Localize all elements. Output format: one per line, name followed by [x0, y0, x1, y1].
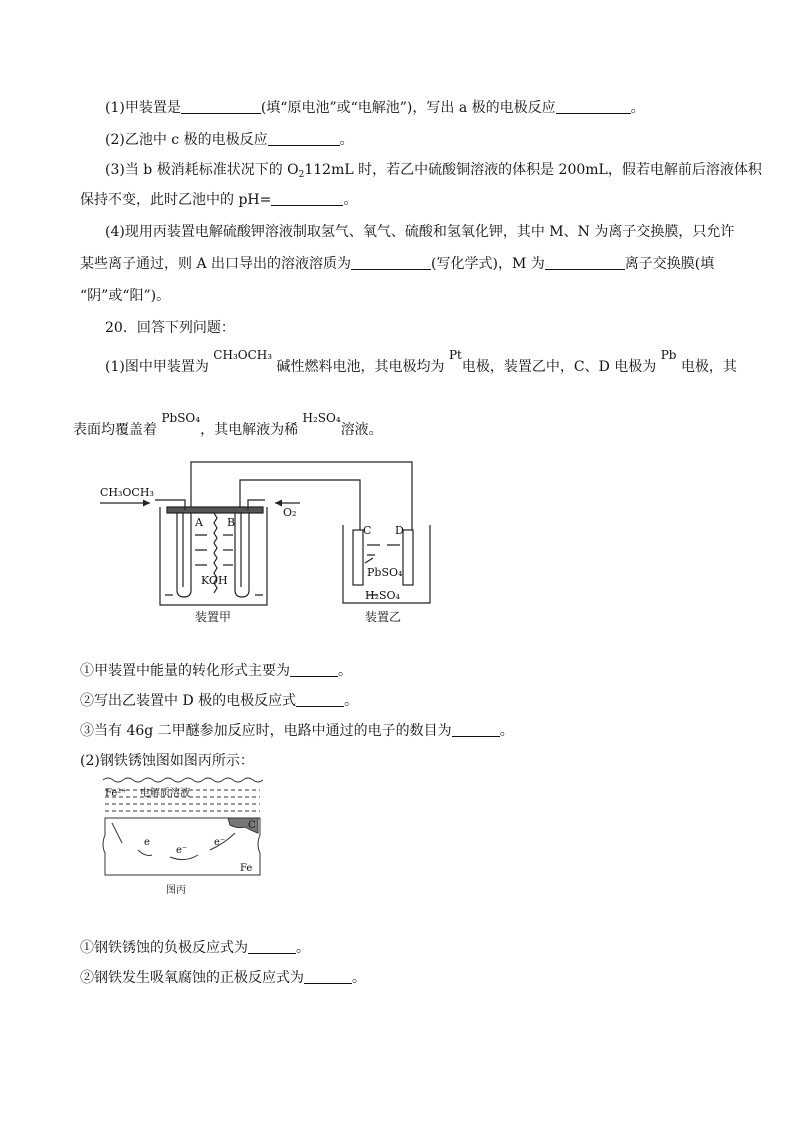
- label-o2-feed: O₂: [283, 506, 297, 519]
- label-electrode-d: D: [395, 524, 404, 537]
- label-electron-3: e⁻: [214, 837, 226, 848]
- caption-device-yi: 装置乙: [365, 610, 402, 624]
- label-ch3och3-feed: CH₃OCH₃: [100, 486, 154, 499]
- answer-blank[interactable]: [351, 255, 431, 270]
- formula-pt: Pt: [448, 348, 462, 362]
- q20-sub1: ①甲装置中能量的转化形式主要为 。: [80, 663, 352, 679]
- q20-part2-sub2: ②钢铁发生吸氧腐蚀的正极反应式为 。: [80, 970, 366, 986]
- answer-blank[interactable]: [296, 692, 344, 707]
- q20-part2: (2)钢铁锈蚀图如图丙所示：: [80, 753, 254, 769]
- answer-blank[interactable]: [545, 255, 625, 270]
- label-h2so4: H₂SO₄: [365, 589, 400, 602]
- q19-part4-cont: 某些离子通过，则 A 出口导出的溶液溶质为 (写化学式)，M 为 离子交换膜(填: [80, 256, 715, 272]
- answer-blank[interactable]: [181, 99, 261, 114]
- answer-blank[interactable]: [304, 969, 352, 984]
- q20-sub2: ②写出乙装置中 D 极的电极反应式 。: [80, 693, 359, 709]
- q19-part4: (4)现用丙装置电解硫酸钾溶液制取氢气、氧气、硫酸和氢氧化钾，其中 M、N 为离子交换膜，只允许: [105, 224, 735, 240]
- label-electrolyte: 电解质溶液: [140, 788, 190, 799]
- figure-devices: [95, 455, 445, 630]
- label-pbso4: PbSO₄: [367, 566, 403, 579]
- label-carbon: C: [248, 820, 256, 831]
- q19-part3: (3)当 b 极消耗标准状况下的 $O_2112mL$ 时，若乙中硫酸铜溶液的体积是 200mL，假若电解前后溶液体积: [105, 162, 762, 180]
- figure-corrosion: [100, 775, 265, 900]
- q19-part2: (2)乙池中 c 极的电极反应 。: [105, 132, 354, 148]
- formula-pb: Pb: [660, 348, 677, 362]
- caption-figure-bing: 图丙: [166, 885, 186, 896]
- label-electrode-a: A: [195, 516, 203, 529]
- label-electron-2: e⁻: [176, 845, 188, 856]
- q20-part1-cont: 表面均覆盖着 PbSO₄，其电解液为稀 H₂SO₄溶液。: [73, 411, 383, 438]
- q20-sub3: ③当有 46g 二甲醚参加反应时，电路中通过的电子的数目为 。: [80, 723, 514, 739]
- caption-device-jia: 装置甲: [195, 610, 232, 624]
- label-electrode-b: B: [227, 516, 236, 529]
- formula-pbso4: PbSO₄: [161, 411, 201, 425]
- answer-blank[interactable]: [271, 191, 343, 206]
- answer-blank[interactable]: [290, 662, 338, 677]
- q19-part3-cont: 保持不变，此时乙池中的 pH= 。: [80, 192, 358, 208]
- answer-blank[interactable]: [268, 131, 340, 146]
- devices-diagram: [95, 455, 445, 630]
- formula-ch3och3: CH₃OCH₃: [213, 348, 273, 362]
- label-electron-1: e: [144, 837, 150, 848]
- answer-blank[interactable]: [248, 939, 296, 954]
- label-koh: KOH: [201, 574, 228, 587]
- formula-h2so4: H₂SO₄: [302, 411, 341, 425]
- answer-blank[interactable]: [556, 99, 631, 114]
- q20-part2-sub1: ①钢铁锈蚀的负极反应式为 。: [80, 940, 310, 956]
- answer-blank[interactable]: [452, 722, 500, 737]
- label-fe-ion: Fe²⁺: [105, 788, 127, 799]
- label-electrode-c: C: [363, 524, 372, 537]
- q20-part1: (1)图中甲装置为 CH₃OCH₃ 碱性燃料电池，其电极均为 Pt电极，装置乙中，C、D 电极为 Pb 电极，其: [105, 348, 737, 375]
- label-iron: Fe: [240, 863, 253, 874]
- q20-title: 20．回答下列问题：: [105, 320, 235, 336]
- q19-part4-cont2: “阴”或“阳”)。: [80, 288, 171, 304]
- q19-part1: (1)甲装置是 (填“原电池”或“电解池”)，写出 a 极的电极反应 。: [105, 100, 645, 116]
